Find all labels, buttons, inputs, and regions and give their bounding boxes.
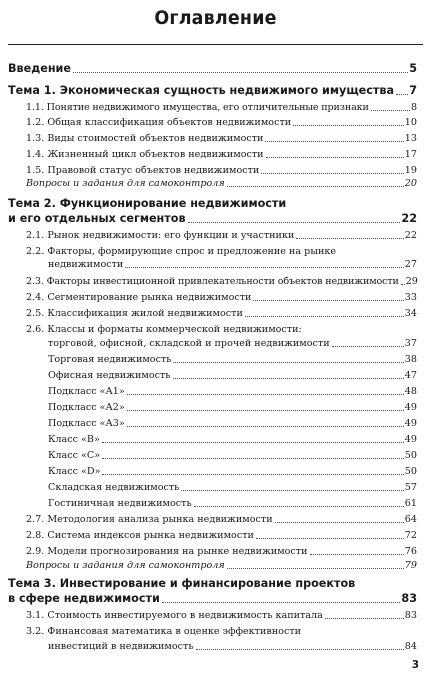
toc-entry-label: 2.7. Методология анализа рынка недвижимости <box>26 514 273 525</box>
toc-entry-3-1[interactable] <box>26 609 417 622</box>
toc-entry-2-5[interactable] <box>26 307 417 320</box>
toc-entry-label: Офисная недвижимость <box>48 370 171 381</box>
toc-entry-label: Класс «В» <box>48 434 100 445</box>
dot-leader <box>194 506 404 507</box>
dot-leader <box>265 141 403 142</box>
toc-entry-intro[interactable] <box>8 62 417 76</box>
toc-entry-page: 20 <box>404 178 417 189</box>
toc-subentry[interactable] <box>48 353 417 366</box>
toc-entry-page: 83 <box>404 610 417 621</box>
toc-chapter-label: в сфере недвижимости <box>8 592 160 605</box>
toc-chapter-3-line1[interactable]: Тема 3. Инвестирование и финансирование проектов <box>8 577 356 590</box>
toc-subentry[interactable] <box>48 497 417 510</box>
toc-entry-2-4[interactable] <box>26 291 417 304</box>
dot-leader <box>102 442 404 443</box>
toc-subentry[interactable] <box>48 401 417 414</box>
toc-entry-label: 3.1. Стоимость инвестируемого в недвижимость капитала <box>26 610 323 621</box>
toc-entry-2-questions[interactable] <box>26 559 417 572</box>
toc-entry-page: 50 <box>404 450 417 461</box>
toc-chapter-label: и его отдельных сегментов <box>8 212 186 225</box>
toc-entry-label: 2.3. Факторы инвестиционной привлекательности объектов недвижимости <box>26 276 399 287</box>
toc-entry-2-6-line1[interactable]: 2.6. Классы и форматы коммерческой недвижимости: <box>26 324 302 335</box>
toc-entry-1-1[interactable] <box>26 101 417 114</box>
dot-leader <box>275 522 404 523</box>
toc-chapter-2-line1[interactable]: Тема 2. Функционирование недвижимости <box>8 197 287 210</box>
toc-entry-page: 64 <box>404 514 417 525</box>
toc-entry-label: 1.3. Виды стоимостей объектов недвижимости <box>26 133 264 144</box>
toc-entry-label: 1.1. Понятие недвижимого имущества, его отличительные признаки <box>26 102 369 113</box>
toc-entry-page: 76 <box>404 546 417 557</box>
toc-entry-label: 1.5. Правовой статус объектов недвижимости <box>26 165 260 176</box>
dot-leader <box>310 554 404 555</box>
toc-entry-page: 79 <box>404 560 417 571</box>
toc-entry-label: Вопросы и задания для самоконтроля <box>26 178 225 189</box>
toc-entry-page: 49 <box>404 402 417 413</box>
toc-entry-label: Подкласс «А2» <box>48 402 125 413</box>
toc-entry-2-2-line1[interactable]: 2.2. Факторы, формирующие спрос и предложение на рынке <box>26 246 337 257</box>
toc-entry-1-2[interactable] <box>26 116 417 129</box>
toc-entry-page: 38 <box>404 354 417 365</box>
toc-entry-2-7[interactable] <box>26 513 417 526</box>
toc-entry-label: Введение <box>8 62 71 75</box>
toc-entry-label: 2.5. Классификация жилой недвижимости <box>26 308 243 319</box>
toc-entry-label: Класс «D» <box>48 466 101 477</box>
toc-subentry[interactable] <box>48 449 417 462</box>
dot-leader <box>266 157 404 158</box>
dot-leader <box>325 618 404 619</box>
dot-leader <box>401 284 405 285</box>
toc-chapter-2[interactable] <box>8 212 417 226</box>
title-divider <box>8 44 423 45</box>
toc-entry-label: 1.2. Общая классификация объектов недвижимости <box>26 117 292 128</box>
toc-entry-label: Класс «С» <box>48 450 101 461</box>
toc-entry-1-5[interactable] <box>26 164 417 177</box>
dot-leader <box>371 110 410 111</box>
toc-entry-label: Складская недвижимость <box>48 482 180 493</box>
dot-leader <box>125 267 403 268</box>
toc-entry-label: Торговая недвижимость <box>48 354 172 365</box>
dot-leader <box>296 238 403 239</box>
toc-entry-label: 2.8. Система индексов рынка недвижимости <box>26 530 254 541</box>
toc-entry-1-4[interactable] <box>26 148 417 161</box>
toc-entry-label: торговой, офисной, складской и прочей недвижимости <box>48 338 330 349</box>
toc-subentry[interactable] <box>48 369 417 382</box>
page-title: Оглавление <box>154 7 277 29</box>
dot-leader <box>127 426 404 427</box>
toc-entry-page: 72 <box>404 530 417 541</box>
toc-entry-2-6[interactable] <box>48 337 417 350</box>
toc-entry-2-9[interactable] <box>26 545 417 558</box>
toc-entry-label: инвестиций в недвижимость <box>48 641 194 652</box>
toc-entry-page: 47 <box>404 370 417 381</box>
dot-leader <box>227 568 404 569</box>
dot-leader <box>181 490 403 491</box>
toc-entry-3-2-line1[interactable]: 3.2. Финансовая математика в оценке эффективности <box>26 626 302 637</box>
toc-entry-page: 13 <box>404 133 417 144</box>
dot-leader <box>196 649 404 650</box>
toc-entry-page: 22 <box>404 230 417 241</box>
toc-entry-page: 49 <box>404 418 417 429</box>
dot-leader <box>188 222 401 223</box>
toc-entry-label: Подкласс «А1» <box>48 386 125 397</box>
toc-entry-2-3[interactable] <box>26 275 417 288</box>
toc-entry-label: недвижимости <box>48 259 124 270</box>
toc-entry-label: Гостиничная недвижимость <box>48 498 192 509</box>
toc-subentry[interactable] <box>48 481 417 494</box>
toc-chapter-page: 7 <box>409 84 417 97</box>
toc-entry-3-2[interactable] <box>48 640 417 653</box>
toc-entry-page: 50 <box>404 466 417 477</box>
toc-chapter-page: 83 <box>401 592 417 605</box>
toc-entry-page: 19 <box>404 165 417 176</box>
dot-leader <box>293 125 404 126</box>
toc-entry-page: 17 <box>404 149 417 160</box>
dot-leader <box>256 538 404 539</box>
toc-entry-1-questions[interactable] <box>26 177 417 190</box>
toc-entry-page: 29 <box>405 276 418 287</box>
dot-leader <box>227 186 404 187</box>
page-number: 3 <box>411 659 419 671</box>
dot-leader <box>396 94 408 95</box>
toc-entry-page: 48 <box>404 386 417 397</box>
dot-leader <box>245 316 404 317</box>
dot-leader <box>127 410 404 411</box>
dot-leader <box>173 362 403 363</box>
toc-subentry[interactable] <box>48 465 417 478</box>
toc-entry-page: 5 <box>409 62 417 75</box>
dot-leader <box>102 474 403 475</box>
dot-leader <box>173 378 404 379</box>
toc-entry-2-2[interactable] <box>48 258 417 271</box>
dot-leader <box>162 602 401 603</box>
toc-entry-label: 2.1. Рынок недвижимости: его функции и участники <box>26 230 295 241</box>
dot-leader <box>261 173 403 174</box>
dot-leader <box>332 346 404 347</box>
dot-leader <box>73 72 408 73</box>
toc-entry-page: 8 <box>411 102 417 113</box>
toc-entry-page: 10 <box>404 117 417 128</box>
dot-leader <box>253 300 403 301</box>
toc-entry-page: 33 <box>404 292 417 303</box>
toc-chapter-3[interactable] <box>8 592 417 606</box>
toc-entry-1-3[interactable] <box>26 132 417 145</box>
toc-entry-page: 49 <box>404 434 417 445</box>
toc-entry-2-8[interactable] <box>26 529 417 542</box>
toc-entry-page: 84 <box>404 641 417 652</box>
toc-entry-page: 34 <box>404 308 417 319</box>
dot-leader <box>127 394 404 395</box>
toc-entry-label: 2.4. Сегментирование рынка недвижимости <box>26 292 252 303</box>
toc-chapter-1[interactable] <box>8 84 417 98</box>
dot-leader <box>102 458 404 459</box>
toc-entry-page: 57 <box>404 482 417 493</box>
toc-entry-label: Вопросы и задания для самоконтроля <box>26 560 225 571</box>
toc-entry-label: 2.9. Модели прогнозирования на рынке недвижимости <box>26 546 308 557</box>
toc-chapter-label: Тема 1. Экономическая сущность недвижимого имущества <box>8 84 395 97</box>
toc-entry-label: 1.4. Жизненный цикл объектов недвижимости <box>26 149 264 160</box>
toc-entry-page: 61 <box>404 498 417 509</box>
toc-subentry[interactable] <box>48 417 417 430</box>
toc-entry-page: 37 <box>404 338 417 349</box>
toc-chapter-page: 22 <box>401 212 417 225</box>
toc-entry-page: 27 <box>404 259 417 270</box>
toc-subentry[interactable] <box>48 433 417 446</box>
toc-entry-2-1[interactable] <box>26 229 417 242</box>
toc-entry-label: Подкласс «А3» <box>48 418 125 429</box>
toc-subentry[interactable] <box>48 385 417 398</box>
